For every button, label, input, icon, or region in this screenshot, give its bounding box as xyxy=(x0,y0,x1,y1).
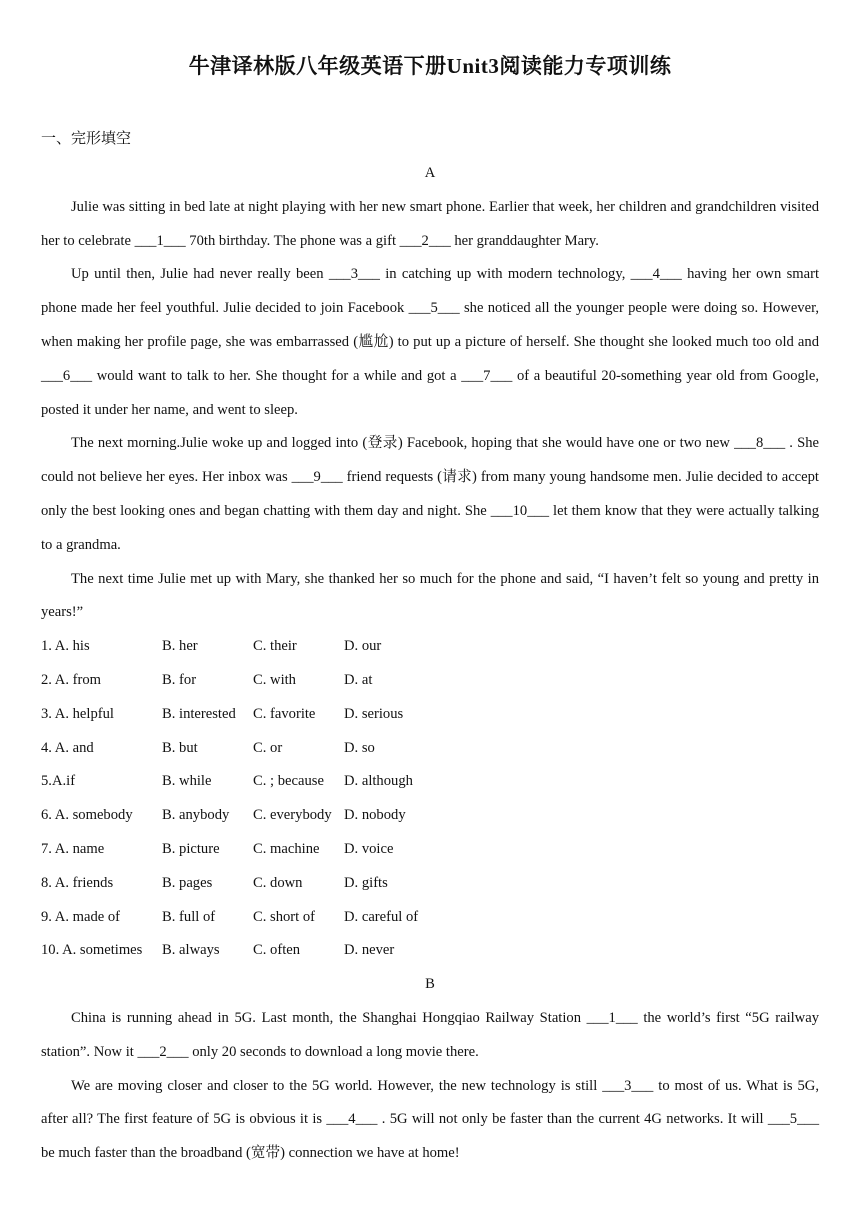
passage-b-label: B xyxy=(425,976,435,993)
question-options-1 xyxy=(41,630,819,664)
option-d: D. at xyxy=(344,671,373,688)
passage-b-paragraph: We are moving closer and closer to the 5G world. However, the new technology is still ___3___ to most of us. What is 5G, after all? The first feature of 5G is obvious it is ___4___ . 5G will not only be faster than the current 4G networks. It will ___5___ be much faster than the broadband (宽带) connection we have at home! xyxy=(41,1077,819,1162)
option-c: C. their xyxy=(253,638,297,655)
option-c: C. machine xyxy=(253,840,320,857)
option-a: 8. A. friends xyxy=(41,874,114,891)
option-b: B. for xyxy=(162,671,197,688)
question-options-8 xyxy=(41,867,819,901)
passage-a-paragraph: Up until then, Julie had never really been ___3___ in catching up with modern technology, ___4___ having her own smart phone made her feel youthful. Julie decided to join Facebook ___5___ she noticed all the younger people were doing so. However, when making her profile page, she was embarrassed (尴尬) to put up a picture of herself. She thought she looked much too old and ___6___ would want to talk to her. She thought for a while and got a ___7___ of a beautiful 20-something year old from Google, posted it under her name, and went to sleep. xyxy=(41,266,819,418)
option-a: 1. A. his xyxy=(41,638,90,655)
option-b: B. while xyxy=(162,773,212,790)
option-d: D. gifts xyxy=(344,874,388,891)
document-body xyxy=(41,157,819,1171)
option-b: B. anybody xyxy=(162,807,230,824)
option-c: C. with xyxy=(253,671,296,688)
option-c: C. often xyxy=(253,942,301,959)
option-b: B. picture xyxy=(162,840,220,857)
option-b: B. full of xyxy=(162,908,216,925)
option-a: 10. A. sometimes xyxy=(41,942,143,959)
question-options-7 xyxy=(41,833,819,867)
option-a: 9. A. made of xyxy=(41,908,121,925)
option-d: D. careful of xyxy=(344,908,419,925)
option-a: 2. A. from xyxy=(41,671,101,688)
passage-a-paragraph: The next time Julie met up with Mary, she thanked her so much for the phone and said, “I haven’t felt so young and pretty in years!” xyxy=(41,570,819,621)
option-a: 6. A. somebody xyxy=(41,807,133,824)
option-d: D. never xyxy=(344,942,395,959)
option-d: D. serious xyxy=(344,705,404,722)
option-a: 5.A.if xyxy=(41,773,76,790)
passage-a-label: A xyxy=(424,165,436,181)
option-c: C. ; because xyxy=(253,773,324,790)
question-options-4 xyxy=(41,732,819,766)
option-d: D. nobody xyxy=(344,807,406,824)
question-options-5 xyxy=(41,765,819,799)
section-heading: 一、完形填空 xyxy=(41,131,132,147)
passage-a-paragraph: The next morning.Julie woke up and logged into (登录) Facebook, hoping that she would have one or two new ___8___ . She could not believe her eyes. Her inbox was ___9___ friend requests (请求) from many young handsome men. Julie decided to accept only the best looking ones and began chatting with them day and night. She ___10___ let them know that they were actually talking to a grandma. xyxy=(41,435,819,553)
option-d: D. voice xyxy=(344,840,394,857)
option-a: 7. A. name xyxy=(41,840,105,857)
option-c: C. down xyxy=(253,874,303,891)
option-b: B. her xyxy=(162,638,198,655)
option-a: 4. A. and xyxy=(41,739,94,756)
option-c: C. short of xyxy=(253,908,316,925)
question-options-10 xyxy=(41,934,819,968)
passage-a-paragraph: Julie was sitting in bed late at night playing with her new smart phone. Earlier that week, her children and grandchildren visited her to celebrate ___1___ 70th birthday. The phone was a gift ___2___ her granddaughter Mary. xyxy=(41,198,819,249)
question-options-3 xyxy=(41,698,819,732)
question-options-9 xyxy=(41,901,819,935)
option-d: D. our xyxy=(344,638,382,655)
option-b: B. always xyxy=(162,942,220,959)
option-b: B. interested xyxy=(162,705,236,722)
question-options-6 xyxy=(41,799,819,833)
option-b: B. pages xyxy=(162,874,213,891)
option-a: 3. A. helpful xyxy=(41,705,114,722)
option-c: C. or xyxy=(253,739,283,756)
option-d: D. so xyxy=(344,739,375,756)
passage-b-paragraph: China is running ahead in 5G. Last month, the Shanghai Hongqiao Railway Station ___1___ the world’s first “5G railway station”. Now it ___2___ only 20 seconds to download a long movie there. xyxy=(41,1009,819,1060)
option-c: C. favorite xyxy=(253,705,316,722)
page-title: 牛津译林版八年级英语下册Unit3阅读能力专项训练 xyxy=(188,54,672,78)
question-options-2 xyxy=(41,664,819,698)
option-c: C. everybody xyxy=(253,807,332,824)
option-d: D. although xyxy=(344,773,413,790)
option-b: B. but xyxy=(162,739,198,756)
